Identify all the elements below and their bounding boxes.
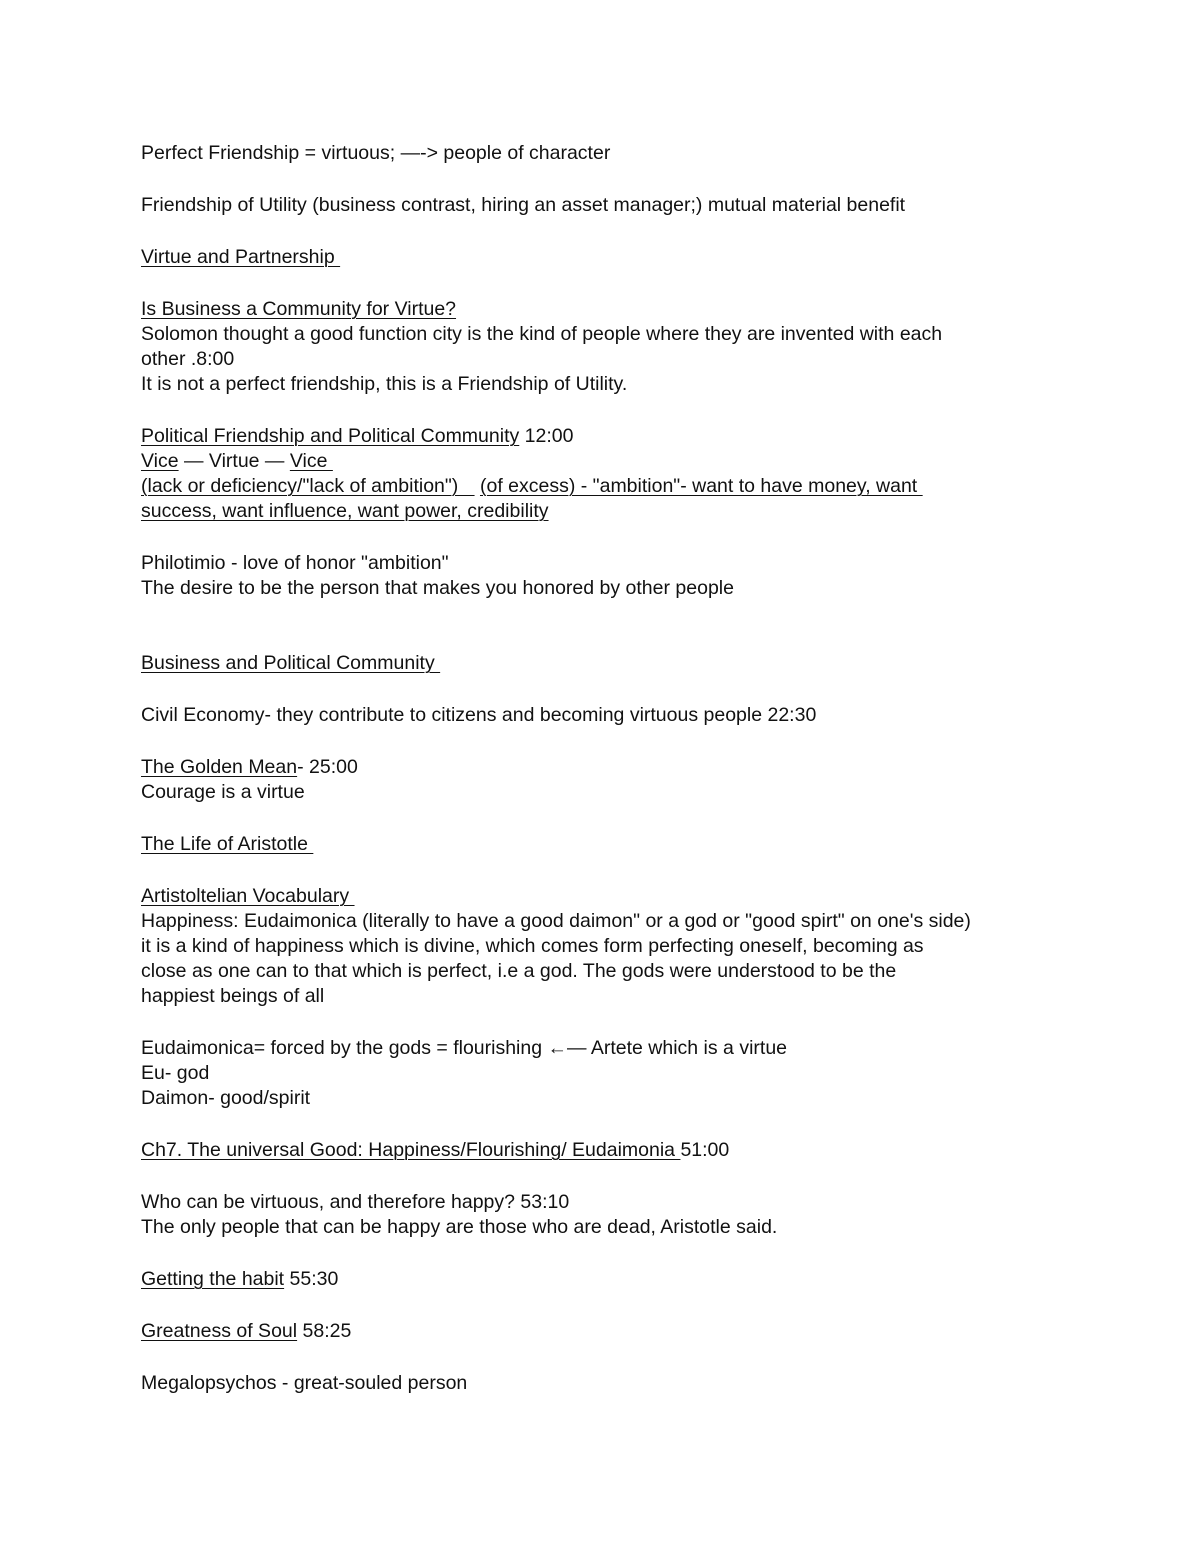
spacer — [141, 218, 1081, 245]
note-line: close as one can to that which is perfect, i.e a god. The gods were understood to be the — [141, 960, 897, 982]
excess-continuation — [141, 499, 1081, 524]
document-page — [141, 141, 1081, 1396]
spacer — [141, 601, 1081, 651]
spacer — [141, 1111, 1081, 1138]
note-line: The only people that can be happy are those who are dead, Aristotle said. — [141, 1216, 778, 1238]
section-heading-vocabulary — [141, 884, 1081, 909]
spacer — [141, 1344, 1081, 1371]
spacer — [141, 270, 1081, 297]
note-line: Courage is a virtue — [141, 781, 305, 803]
spacer — [141, 805, 1081, 832]
timestamp: 12:00 — [519, 425, 574, 447]
section-heading-business-community — [141, 297, 1081, 322]
note-line: Friendship of Utility (business contrast, hiring an asset manager;) mutual material benefit — [141, 194, 906, 216]
note-line: other .8:00 — [141, 348, 235, 370]
vice-label: Vice — [289, 450, 333, 472]
spacer — [141, 397, 1081, 424]
note-line: Civil Economy- they contribute to citizens and becoming virtuous people 22:30 — [141, 704, 817, 726]
section-heading-virtue-partnership — [141, 245, 1081, 270]
section-heading-golden-mean — [141, 755, 1081, 780]
note-line: Daimon- good/spirit — [141, 1087, 311, 1109]
note-line: Philotimio - love of honor "ambition" — [141, 552, 449, 574]
section-heading-life-aristotle — [141, 832, 1081, 857]
note-line: The desire to be the person that makes you honored by other people — [141, 577, 734, 599]
timestamp: 58:25 — [297, 1320, 352, 1342]
note-line: Happiness: Eudaimonica (literally to have a good daimon" or a god or "good spirt" on one's side) — [141, 910, 971, 932]
deficiency-text: (lack or deficiency/"lack of ambition") — [141, 475, 475, 497]
spacer — [141, 1009, 1081, 1036]
vice-virtue-line — [141, 449, 1081, 474]
spacer — [141, 728, 1081, 755]
note-line: Megalopsychos - great-souled person — [141, 1372, 468, 1394]
note-line: Eudaimonica= forced by the gods = flourishing ←— Artete which is a virtue — [141, 1037, 788, 1059]
note-line: Who can be virtuous, and therefore happy? 53:10 — [141, 1191, 570, 1213]
heading-text: Ch7. The universal Good: Happiness/Flourishing/ Eudaimonia — [141, 1139, 681, 1161]
spacer — [141, 166, 1081, 193]
section-heading-greatness — [141, 1319, 1081, 1344]
heading-text: Political Friendship and Political Community — [141, 425, 520, 447]
heading-text: Getting the habit — [141, 1268, 285, 1290]
section-heading-ch7 — [141, 1138, 1081, 1163]
deficiency-excess-line — [141, 474, 1081, 499]
section-heading-business-political — [141, 651, 1081, 676]
spacer — [141, 524, 1081, 551]
virtue-label: — Virtue — — [178, 450, 290, 472]
vice-label: Vice — [141, 450, 179, 472]
note-line: happiest beings of all — [141, 985, 325, 1007]
heading-text: Greatness of Soul — [141, 1320, 298, 1342]
excess-text: success, want influence, want power, credibility — [141, 500, 549, 522]
heading-text: Business and Political Community — [141, 652, 441, 674]
spacer — [141, 1240, 1081, 1267]
spacer — [141, 676, 1081, 703]
heading-text: Artistoltelian Vocabulary — [141, 885, 355, 907]
section-heading-political — [141, 424, 1081, 449]
section-heading-habit — [141, 1267, 1081, 1292]
note-line: Solomon thought a good function city is the kind of people where they are invented with each — [141, 323, 943, 345]
note-line: It is not a perfect friendship, this is a Friendship of Utility. — [141, 373, 628, 395]
note-line: Eu- god — [141, 1062, 210, 1084]
heading-text: Is Business a Community for Virtue? — [141, 298, 457, 320]
note-line: Perfect Friendship = virtuous; —-> people of character — [141, 142, 611, 164]
heading-text: The Golden Mean — [141, 756, 298, 778]
spacer — [141, 1292, 1081, 1319]
excess-text: (of excess) - "ambition"- want to have money, want — [479, 475, 923, 497]
timestamp: 55:30 — [284, 1268, 339, 1290]
timestamp: - 25:00 — [297, 756, 358, 778]
spacer — [141, 1163, 1081, 1190]
note-line: it is a kind of happiness which is divine, which comes form perfecting oneself, becoming as — [141, 935, 924, 957]
timestamp: 51:00 — [680, 1139, 730, 1161]
heading-text: Virtue and Partnership — [141, 246, 341, 268]
spacer — [141, 857, 1081, 884]
heading-text: The Life of Aristotle — [141, 833, 314, 855]
